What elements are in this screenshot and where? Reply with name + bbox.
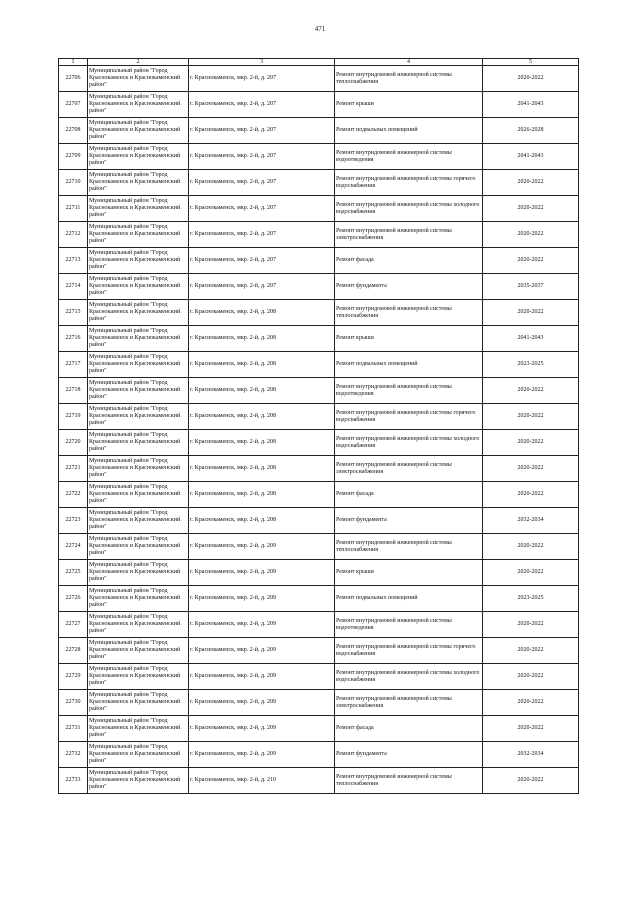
table-row xyxy=(59,326,579,352)
column-header: 1 xyxy=(59,59,88,66)
address-cell: г. Краснокаменск, мкр. 2-й, д. 207 xyxy=(189,274,335,300)
municipality-cell: Муниципальный район "Город Краснокаменск и Краснокаменский район" xyxy=(88,456,189,482)
column-header: 4 xyxy=(335,59,483,66)
municipality-cell: Муниципальный район "Город Краснокаменск и Краснокаменский район" xyxy=(88,690,189,716)
table-row xyxy=(59,508,579,534)
municipality-cell: Муниципальный район "Город Краснокаменск и Краснокаменский район" xyxy=(88,274,189,300)
municipality-cell: Муниципальный район "Город Краснокаменск и Краснокаменский район" xyxy=(88,534,189,560)
work-type-cell: Ремонт фасада xyxy=(335,248,483,274)
column-header: 2 xyxy=(88,59,189,66)
row-number: 22707 xyxy=(59,92,88,118)
municipality-cell: Муниципальный район "Город Краснокаменск и Краснокаменский район" xyxy=(88,352,189,378)
municipality-cell: Муниципальный район "Город Краснокаменск и Краснокаменский район" xyxy=(88,482,189,508)
row-number: 22720 xyxy=(59,430,88,456)
address-cell: г. Краснокаменск, мкр. 2-й, д. 207 xyxy=(189,248,335,274)
table-row xyxy=(59,118,579,144)
table-row xyxy=(59,300,579,326)
table-row xyxy=(59,378,579,404)
table-row xyxy=(59,664,579,690)
work-type-cell: Ремонт внутридомовой инженерной системы электроснабжения xyxy=(335,456,483,482)
table-row xyxy=(59,716,579,742)
period-cell: 2026-2028 xyxy=(483,118,579,144)
municipality-cell: Муниципальный район "Город Краснокаменск и Краснокаменский район" xyxy=(88,430,189,456)
municipality-cell: Муниципальный район "Город Краснокаменск и Краснокаменский район" xyxy=(88,144,189,170)
municipality-cell: Муниципальный район "Город Краснокаменск и Краснокаменский район" xyxy=(88,508,189,534)
address-cell: г. Краснокаменск, мкр. 2-й, д. 208 xyxy=(189,300,335,326)
address-cell: г. Краснокаменск, мкр. 2-й, д. 208 xyxy=(189,456,335,482)
address-cell: г. Краснокаменск, мкр. 2-й, д. 207 xyxy=(189,118,335,144)
municipality-cell: Муниципальный район "Город Краснокаменск и Краснокаменский район" xyxy=(88,742,189,768)
table-body xyxy=(59,66,579,794)
address-cell: г. Краснокаменск, мкр. 2-й, д. 209 xyxy=(189,586,335,612)
column-header: 3 xyxy=(189,59,335,66)
row-number: 22719 xyxy=(59,404,88,430)
period-cell: 2020-2022 xyxy=(483,612,579,638)
period-cell: 2023-2025 xyxy=(483,352,579,378)
period-cell: 2020-2022 xyxy=(483,482,579,508)
address-cell: г. Краснокаменск, мкр. 2-й, д. 208 xyxy=(189,378,335,404)
work-type-cell: Ремонт внутридомовой инженерной системы холодного водоснабжения xyxy=(335,196,483,222)
period-cell: 2020-2022 xyxy=(483,404,579,430)
address-cell: г. Краснокаменск, мкр. 2-й, д. 209 xyxy=(189,612,335,638)
work-type-cell: Ремонт внутридомовой инженерной системы горячего водоснабжения xyxy=(335,404,483,430)
period-cell: 2020-2022 xyxy=(483,690,579,716)
address-cell: г. Краснокаменск, мкр. 2-й, д. 208 xyxy=(189,326,335,352)
address-cell: г. Краснокаменск, мкр. 2-й, д. 209 xyxy=(189,716,335,742)
page-number: 471 xyxy=(314,25,326,33)
row-number: 22706 xyxy=(59,66,88,92)
address-cell: г. Краснокаменск, мкр. 2-й, д. 209 xyxy=(189,560,335,586)
municipality-cell: Муниципальный район "Город Краснокаменск и Краснокаменский район" xyxy=(88,378,189,404)
row-number: 22724 xyxy=(59,534,88,560)
table-row xyxy=(59,482,579,508)
row-number: 22723 xyxy=(59,508,88,534)
table-row xyxy=(59,144,579,170)
period-cell: 2020-2022 xyxy=(483,430,579,456)
municipality-cell: Муниципальный район "Город Краснокаменск и Краснокаменский район" xyxy=(88,170,189,196)
table-row xyxy=(59,612,579,638)
address-cell: г. Краснокаменск, мкр. 2-й, д. 207 xyxy=(189,222,335,248)
table-row xyxy=(59,196,579,222)
address-cell: г. Краснокаменск, мкр. 2-й, д. 208 xyxy=(189,430,335,456)
address-cell: г. Краснокаменск, мкр. 2-й, д. 208 xyxy=(189,352,335,378)
column-header: 5 xyxy=(483,59,579,66)
municipality-cell: Муниципальный район "Город Краснокаменск и Краснокаменский район" xyxy=(88,196,189,222)
table-row xyxy=(59,586,579,612)
table-row xyxy=(59,430,579,456)
repair-schedule-table xyxy=(58,58,579,794)
municipality-cell: Муниципальный район "Город Краснокаменск и Краснокаменский район" xyxy=(88,716,189,742)
period-cell: 2020-2022 xyxy=(483,222,579,248)
municipality-cell: Муниципальный район "Город Краснокаменск и Краснокаменский район" xyxy=(88,92,189,118)
address-cell: г. Краснокаменск, мкр. 2-й, д. 207 xyxy=(189,196,335,222)
work-type-cell: Ремонт внутридомовой инженерной системы горячего водоснабжения xyxy=(335,638,483,664)
row-number: 22729 xyxy=(59,664,88,690)
period-cell: 2020-2022 xyxy=(483,534,579,560)
table-row xyxy=(59,66,579,92)
address-cell: г. Краснокаменск, мкр. 2-й, д. 209 xyxy=(189,534,335,560)
municipality-cell: Муниципальный район "Город Краснокаменск и Краснокаменский район" xyxy=(88,118,189,144)
row-number: 22726 xyxy=(59,586,88,612)
work-type-cell: Ремонт внутридомовой инженерной системы теплоснабжения xyxy=(335,768,483,794)
table-row xyxy=(59,274,579,300)
municipality-cell: Муниципальный район "Город Краснокаменск и Краснокаменский район" xyxy=(88,612,189,638)
row-number: 22708 xyxy=(59,118,88,144)
work-type-cell: Ремонт внутридомовой инженерной системы электроснабжения xyxy=(335,690,483,716)
row-number: 22716 xyxy=(59,326,88,352)
period-cell: 2020-2022 xyxy=(483,378,579,404)
table-row xyxy=(59,404,579,430)
municipality-cell: Муниципальный район "Город Краснокаменск и Краснокаменский район" xyxy=(88,664,189,690)
table-row xyxy=(59,690,579,716)
row-number: 22715 xyxy=(59,300,88,326)
table-row xyxy=(59,170,579,196)
municipality-cell: Муниципальный район "Город Краснокаменск и Краснокаменский район" xyxy=(88,586,189,612)
row-number: 22725 xyxy=(59,560,88,586)
municipality-cell: Муниципальный район "Город Краснокаменск и Краснокаменский район" xyxy=(88,222,189,248)
row-number: 22711 xyxy=(59,196,88,222)
work-type-cell: Ремонт внутридомовой инженерной системы холодного водоснабжения xyxy=(335,430,483,456)
period-cell: 2020-2022 xyxy=(483,638,579,664)
table-row xyxy=(59,92,579,118)
address-cell: г. Краснокаменск, мкр. 2-й, д. 208 xyxy=(189,404,335,430)
period-cell: 2023-2025 xyxy=(483,586,579,612)
address-cell: г. Краснокаменск, мкр. 2-й, д. 209 xyxy=(189,742,335,768)
row-number: 22713 xyxy=(59,248,88,274)
row-number: 22709 xyxy=(59,144,88,170)
row-number: 22733 xyxy=(59,768,88,794)
row-number: 22714 xyxy=(59,274,88,300)
work-type-cell: Ремонт внутридомовой инженерной системы водоотведения xyxy=(335,378,483,404)
work-type-cell: Ремонт внутридомовой инженерной системы теплоснабжения xyxy=(335,66,483,92)
municipality-cell: Муниципальный район "Город Краснокаменск и Краснокаменский район" xyxy=(88,66,189,92)
table-row xyxy=(59,222,579,248)
municipality-cell: Муниципальный район "Город Краснокаменск и Краснокаменский район" xyxy=(88,300,189,326)
address-cell: г. Краснокаменск, мкр. 2-й, д. 208 xyxy=(189,508,335,534)
row-number: 22730 xyxy=(59,690,88,716)
period-cell: 2020-2022 xyxy=(483,456,579,482)
work-type-cell: Ремонт крыши xyxy=(335,92,483,118)
period-cell: 2020-2022 xyxy=(483,300,579,326)
municipality-cell: Муниципальный район "Город Краснокаменск и Краснокаменский район" xyxy=(88,768,189,794)
period-cell: 2020-2022 xyxy=(483,170,579,196)
period-cell: 2041-2043 xyxy=(483,92,579,118)
work-type-cell: Ремонт внутридомовой инженерной системы водоотведения xyxy=(335,612,483,638)
address-cell: г. Краснокаменск, мкр. 2-й, д. 207 xyxy=(189,66,335,92)
row-number: 22731 xyxy=(59,716,88,742)
period-cell: 2020-2022 xyxy=(483,196,579,222)
address-cell: г. Краснокаменск, мкр. 2-й, д. 209 xyxy=(189,690,335,716)
work-type-cell: Ремонт внутридомовой инженерной системы горячего водоснабжения xyxy=(335,170,483,196)
period-cell: 2020-2022 xyxy=(483,664,579,690)
row-number: 22722 xyxy=(59,482,88,508)
row-number: 22728 xyxy=(59,638,88,664)
table-row xyxy=(59,560,579,586)
work-type-cell: Ремонт крыши xyxy=(335,326,483,352)
period-cell: 2032-2034 xyxy=(483,742,579,768)
work-type-cell: Ремонт крыши xyxy=(335,560,483,586)
period-cell: 2035-2037 xyxy=(483,274,579,300)
row-number: 22710 xyxy=(59,170,88,196)
period-cell: 2032-2034 xyxy=(483,508,579,534)
period-cell: 2041-2043 xyxy=(483,326,579,352)
work-type-cell: Ремонт подвальных помещений xyxy=(335,118,483,144)
address-cell: г. Краснокаменск, мкр. 2-й, д. 209 xyxy=(189,638,335,664)
address-cell: г. Краснокаменск, мкр. 2-й, д. 207 xyxy=(189,144,335,170)
table-row xyxy=(59,742,579,768)
table-row xyxy=(59,248,579,274)
work-type-cell: Ремонт внутридомовой инженерной системы электроснабжения xyxy=(335,222,483,248)
address-cell: г. Краснокаменск, мкр. 2-й, д. 207 xyxy=(189,170,335,196)
row-number: 22732 xyxy=(59,742,88,768)
table-row xyxy=(59,638,579,664)
work-type-cell: Ремонт внутридомовой инженерной системы холодного водоснабжения xyxy=(335,664,483,690)
municipality-cell: Муниципальный район "Город Краснокаменск и Краснокаменский район" xyxy=(88,638,189,664)
table-row xyxy=(59,456,579,482)
table-row xyxy=(59,768,579,794)
period-cell: 2041-2043 xyxy=(483,144,579,170)
period-cell: 2020-2022 xyxy=(483,716,579,742)
header-row xyxy=(59,59,579,66)
work-type-cell: Ремонт подвальных помещений xyxy=(335,586,483,612)
municipality-cell: Муниципальный район "Город Краснокаменск и Краснокаменский район" xyxy=(88,404,189,430)
work-type-cell: Ремонт внутридомовой инженерной системы теплоснабжения xyxy=(335,534,483,560)
municipality-cell: Муниципальный район "Город Краснокаменск и Краснокаменский район" xyxy=(88,560,189,586)
table-row xyxy=(59,534,579,560)
work-type-cell: Ремонт подвальных помещений xyxy=(335,352,483,378)
address-cell: г. Краснокаменск, мкр. 2-й, д. 209 xyxy=(189,664,335,690)
period-cell: 2020-2022 xyxy=(483,768,579,794)
row-number: 22721 xyxy=(59,456,88,482)
address-cell: г. Краснокаменск, мкр. 2-й, д. 208 xyxy=(189,482,335,508)
row-number: 22712 xyxy=(59,222,88,248)
municipality-cell: Муниципальный район "Город Краснокаменск и Краснокаменский район" xyxy=(88,326,189,352)
row-number: 22718 xyxy=(59,378,88,404)
work-type-cell: Ремонт фундамента xyxy=(335,508,483,534)
work-type-cell: Ремонт фундамента xyxy=(335,274,483,300)
address-cell: г. Краснокаменск, мкр. 2-й, д. 207 xyxy=(189,92,335,118)
row-number: 22717 xyxy=(59,352,88,378)
table-row xyxy=(59,352,579,378)
address-cell: г. Краснокаменск, мкр. 2-й, д. 210 xyxy=(189,768,335,794)
work-type-cell: Ремонт фундамента xyxy=(335,742,483,768)
period-cell: 2020-2022 xyxy=(483,66,579,92)
row-number: 22727 xyxy=(59,612,88,638)
work-type-cell: Ремонт фасада xyxy=(335,482,483,508)
municipality-cell: Муниципальный район "Город Краснокаменск и Краснокаменский район" xyxy=(88,248,189,274)
period-cell: 2020-2022 xyxy=(483,248,579,274)
work-type-cell: Ремонт внутридомовой инженерной системы теплоснабжения xyxy=(335,300,483,326)
period-cell: 2020-2022 xyxy=(483,560,579,586)
work-type-cell: Ремонт внутридомовой инженерной системы водоотведения xyxy=(335,144,483,170)
work-type-cell: Ремонт фасада xyxy=(335,716,483,742)
